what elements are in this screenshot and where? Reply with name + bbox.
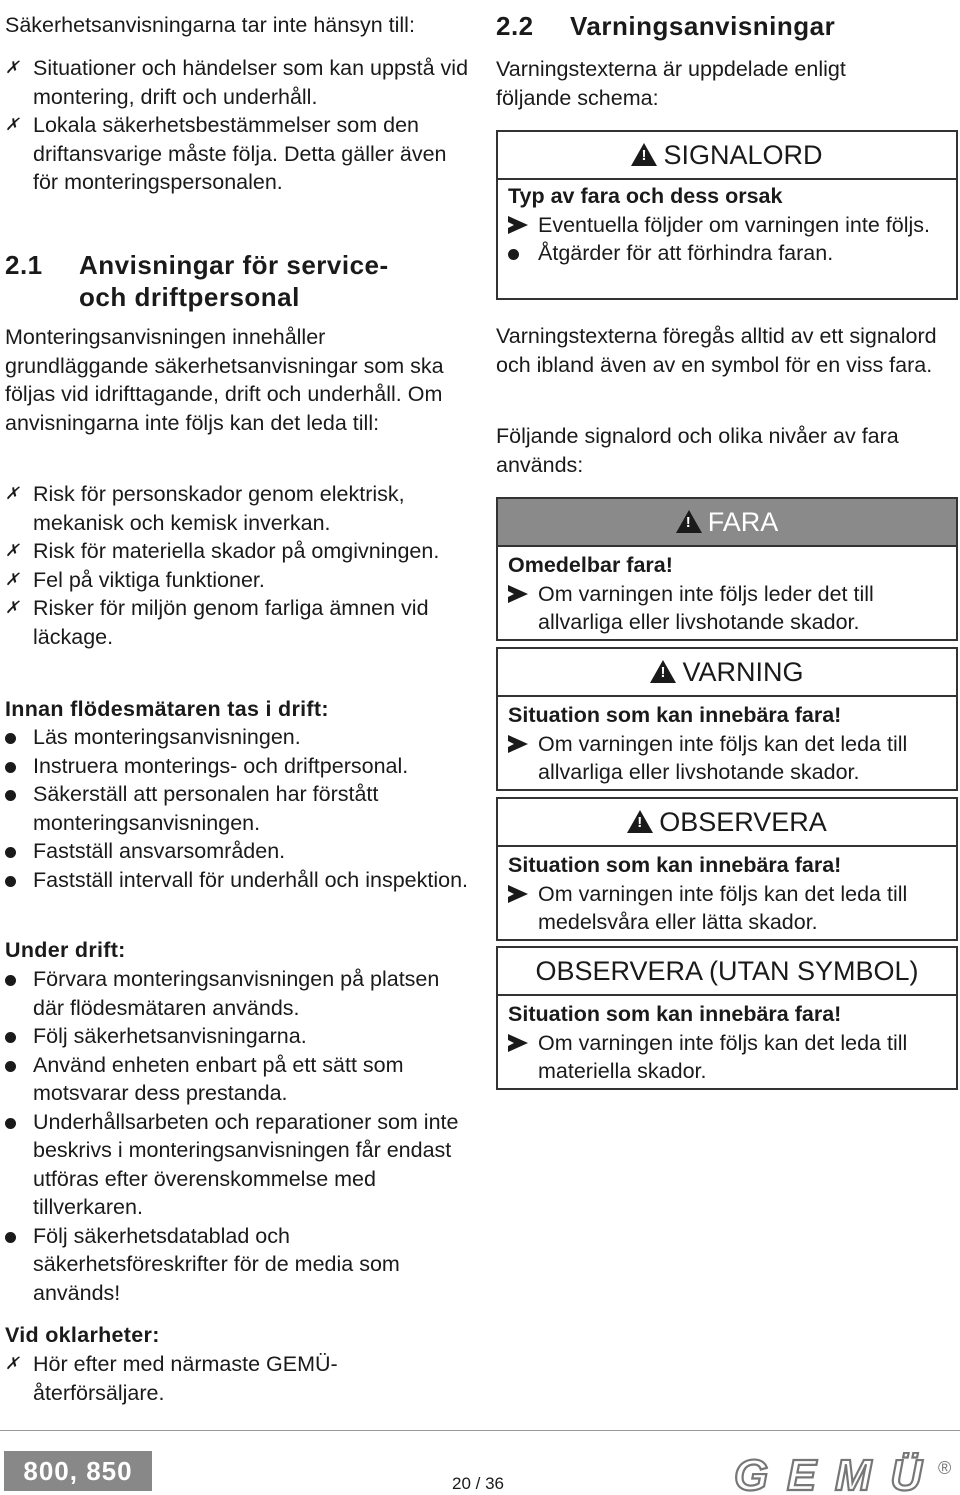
before-operation-heading: Innan flödesmätaren tas i drift:	[5, 697, 329, 721]
schema-intro: Varningstexterna är uppdelade enligt följande schema:	[496, 57, 846, 110]
risk-list	[5, 480, 475, 651]
unclear-list	[5, 1350, 405, 1407]
list-item: ✗ Hör efter med närmaste GEMÜ-återförsäljare.	[5, 1352, 338, 1405]
list-item: Följ säkerhetsanvisningarna.	[5, 1022, 475, 1051]
list-item: ✗ Risk för materiella skador på omgivningen.	[5, 537, 475, 566]
intro-text: Säkerhetsanvisningarna tar inte hänsyn till:	[5, 13, 415, 37]
list-item: Läs monteringsanvisningen.	[5, 723, 475, 752]
schema-header: !SIGNALORD	[498, 132, 956, 180]
cross-icon: ✗	[5, 1354, 20, 1373]
list-item: ✗ Situationer och händelser som kan uppstå vid montering, drift och underhåll.	[5, 56, 469, 109]
list-item: Instruera monterings- och driftpersonal.	[5, 752, 475, 781]
consequence-line: Om varningen inte följs kan det leda till materiella skador.	[508, 1029, 946, 1086]
list-item: Säkerställ att personalen har förstått monteringsanvisningen.	[5, 780, 475, 837]
signal-word-paragraph: Varningstexterna föregås alltid av ett signalord och ibland även av en symbol för en viss fara.	[496, 324, 937, 377]
list-item: ✗ Lokala säkerhetsbestämmelser som den driftansvarige måste följa. Detta gäller även för monteringspersonalen.	[5, 113, 447, 194]
unclear-heading: Vid oklarheter:	[5, 1323, 160, 1347]
situation-text: Situation som kan innebära fara!	[508, 853, 842, 877]
danger-header: !FARA	[498, 499, 956, 547]
cross-icon: ✗	[5, 58, 20, 77]
bullet-icon	[5, 762, 16, 773]
cross-icon: ✗	[5, 115, 20, 134]
list-item: Använd enheten enbart på ett sätt som motsvarar dess prestanda.	[5, 1051, 475, 1108]
cross-icon: ✗	[5, 541, 20, 560]
page-number: 20 / 36	[452, 1474, 504, 1493]
bullet-icon	[5, 1032, 16, 1043]
cross-icon: ✗	[5, 598, 20, 617]
schema-box	[496, 130, 958, 300]
section-number: 2.1	[5, 250, 43, 280]
section-heading-2-1	[5, 249, 475, 313]
notice-box	[496, 946, 958, 1090]
warning-icon	[676, 510, 702, 533]
bullet-icon	[5, 847, 16, 858]
bullet-icon	[5, 733, 16, 744]
warning-icon	[631, 143, 657, 166]
list-item: Fastställ ansvarsområden.	[5, 837, 475, 866]
consequence-line: Om varningen inte följs kan det leda till medelsvåra eller lätta skador.	[508, 880, 946, 937]
bullet-icon	[5, 876, 16, 887]
footer-divider	[0, 1430, 960, 1431]
bullet-icon	[5, 1118, 16, 1129]
logo-text: GEMÜ	[734, 1452, 924, 1494]
arrow-icon	[508, 735, 528, 753]
list-item: Följ säkerhetsdatablad och säkerhetsföreskrifter för de media som används!	[5, 1222, 475, 1308]
cross-icon: ✗	[5, 569, 20, 589]
gemu-logo	[732, 1452, 958, 1494]
notice-header: OBSERVERA (UTAN SYMBOL)	[498, 948, 956, 996]
section-number: 2.2	[496, 11, 534, 41]
list-item: ✗ Risk för personskador genom elektrisk, mekanisk och kemisk inverkan.	[5, 482, 405, 535]
list-item: Underhållsarbeten och reparationer som inte beskrivs i monteringsanvisningen får endast utföras efter överenskommelse med tillverkaren.	[5, 1108, 475, 1222]
bullet-icon	[5, 1061, 16, 1072]
warning-icon	[650, 660, 676, 683]
levels-paragraph: Följande signalord och olika nivåer av fara används:	[496, 424, 899, 477]
caution-header: !OBSERVERA	[498, 799, 956, 847]
section-2-1-paragraph: Monteringsanvisningen innehåller grundläggande säkerhetsanvisningar som ska följas vid idrifttagande, drift och underhåll. Om anvisningarna inte följs kan det leda till:	[5, 325, 444, 435]
arrow-icon	[508, 216, 528, 234]
registered-mark: ®	[938, 1458, 952, 1478]
situation-text: Omedelbar fara!	[508, 553, 673, 577]
intro-list	[5, 54, 475, 197]
situation-text: Situation som kan innebära fara!	[508, 1002, 842, 1026]
situation-text: Situation som kan innebära fara!	[508, 703, 842, 727]
during-operation-list	[5, 965, 475, 1307]
cross-icon: ✗	[5, 484, 20, 503]
arrow-icon	[508, 585, 528, 603]
section-title: Anvisningar för service- och driftpersonal	[79, 250, 389, 312]
model-badge: 800, 850	[4, 1451, 152, 1491]
consequence-line: Om varningen inte följs kan det leda till allvarliga eller livshotande skador.	[508, 730, 946, 787]
arrow-icon	[508, 885, 528, 903]
list-item: Förvara monteringsanvisningen på platsen där flödesmätaren används.	[5, 965, 475, 1022]
during-operation-heading: Under drift:	[5, 938, 126, 962]
list-item: ✗ Fel på viktiga funktioner.	[5, 566, 475, 595]
consequence-line: Eventuella följder om varningen inte följs.	[508, 211, 946, 240]
bullet-icon	[5, 790, 16, 801]
danger-box	[496, 497, 958, 641]
arrow-icon	[508, 1034, 528, 1052]
warning-header: !VARNING	[498, 649, 956, 697]
hazard-type: Typ av fara och dess orsak	[508, 184, 783, 208]
bullet-icon	[5, 1232, 16, 1243]
measure-line: Åtgärder för att förhindra faran.	[508, 239, 946, 268]
list-item: ✗ Risker för miljön genom farliga ämnen vid läckage.	[5, 596, 429, 649]
caution-box	[496, 797, 958, 941]
consequence-line: Om varningen inte följs leder det till allvarliga eller livshotande skador.	[508, 580, 946, 637]
warning-icon	[627, 810, 653, 833]
before-operation-list	[5, 723, 475, 894]
bullet-icon	[508, 249, 519, 260]
section-heading-2-2	[496, 10, 958, 42]
section-title: Varningsanvisningar	[570, 11, 836, 41]
list-item: Fastställ intervall för underhåll och inspektion.	[5, 866, 475, 895]
bullet-icon	[5, 975, 16, 986]
warning-box	[496, 647, 958, 791]
